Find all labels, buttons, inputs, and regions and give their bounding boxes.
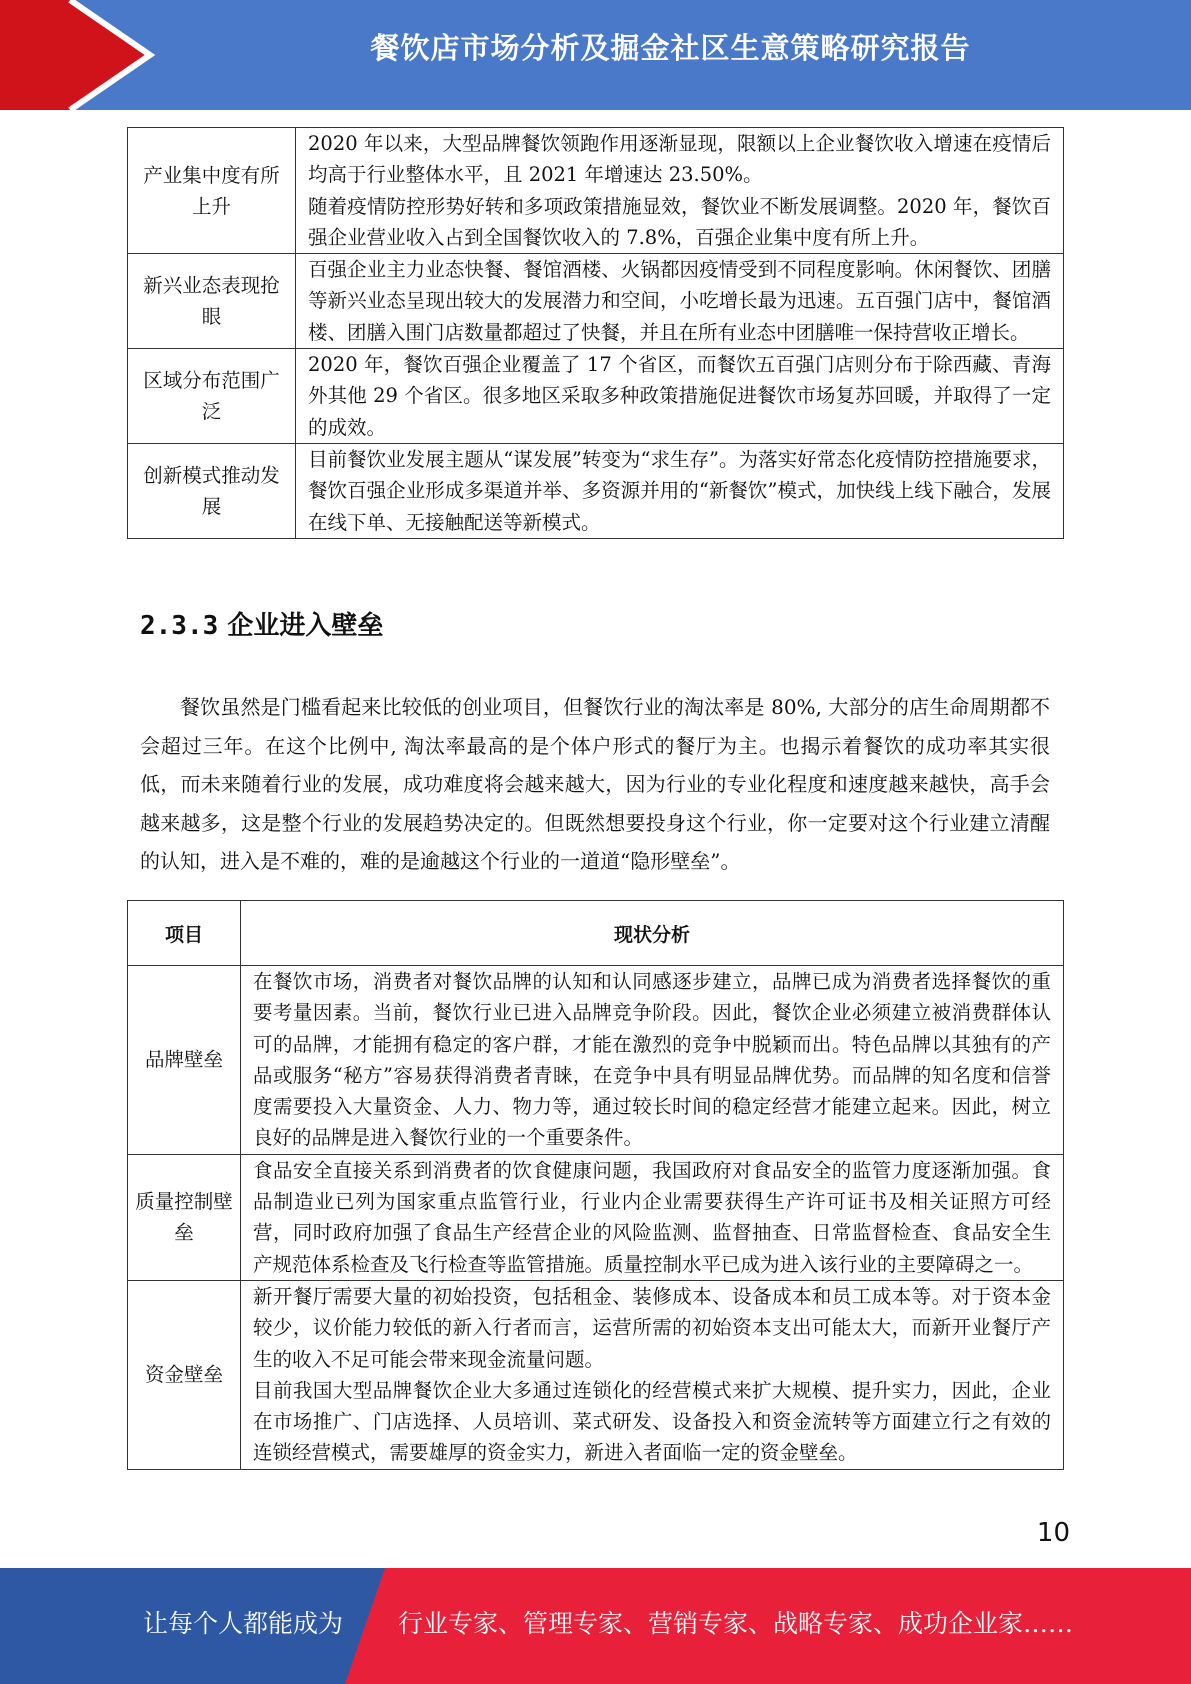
section-heading (140, 605, 383, 642)
row-paragraph: 新开餐厅需要大量的初始投资，包括租金、装修成本、设备成本和员工成本等。对于资本金较少，议价能力较低的新入行者而言，运营所需的初始资本支出可能太大，而新开业餐厅产生的收入不足可能会带来现金流量问题。 (253, 1284, 1051, 1371)
row-paragraph: 在餐饮市场，消费者对餐饮品牌的认知和认同感逐步建立，品牌已成为消费者选择餐饮的重要考量因素。当前，餐饮行业已进入品牌竞争阶段。因此，餐饮企业必须建立被消费群体认可的品牌，才能拥有稳定的客户群，才能在激烈的竞争中脱颖而出。特色品牌以其独有的产品或服务“秘方”容易获得消费者青睐，在竞争中具有明显品牌优势。而品牌的知名度和信誉度需要投入大量资金、人力、物力等，通过较长时间的稳定经营才能建立起来。因此，树立良好的品牌是进入餐饮行业的一个重要条件。 (253, 970, 1051, 1150)
footer-slogan-left: 让每个人都能成为 (143, 1609, 344, 1638)
column-header-item: 项目 (128, 901, 241, 966)
row-content (241, 966, 1064, 1155)
row-paragraph: 目前我国大型品牌餐饮企业大多通过连锁化的经营模式来扩大规模、提升实力，因此，企业在市场推广、门店选择、人员培训、菜式研发、设备投入和资金流转等方面建立行之有效的连锁经营模式，需要雄厚的资金实力，新进入者面临一定的资金壁垒。 (253, 1378, 1051, 1465)
table-row (128, 443, 1064, 538)
table-row (128, 128, 1064, 254)
row-content (296, 128, 1064, 254)
row-content (296, 349, 1064, 444)
column-header-analysis: 现状分析 (241, 901, 1064, 966)
row-paragraph: 随着疫情防控形势好转和多项政策措施显效，餐饮业不断发展调整。2020 年，餐饮百强企业营业收入占到全国餐饮收入的 7.8%，百强企业集中度有所上升。 (308, 194, 1051, 249)
row-label: 创新模式推动发展 (128, 443, 296, 538)
section-title: 企业进入壁垒 (227, 611, 384, 641)
row-label: 资金壁垒 (128, 1280, 241, 1469)
industry-trends-table (127, 127, 1064, 539)
page-header (0, 0, 1191, 110)
table-row (128, 349, 1064, 444)
row-paragraph: 食品安全直接关系到消费者的饮食健康问题，我国政府对食品安全的监管力度逐渐加强。食品制造业已列为国家重点监管行业，行业内企业需要获得生产许可证书及相关证照方可经营，同时政府加强了食品生产经营企业的风险监测、监督抽查、日常监督检查、食品安全生产规范体系检查及飞行检查等监管措施。质量控制水平已成为进入该行业的主要障碍之一。 (253, 1158, 1051, 1276)
row-content (296, 443, 1064, 538)
page-footer (0, 1568, 1191, 1684)
row-paragraph: 百强企业主力业态快餐、餐馆酒楼、火锅都因疫情受到不同程度影响。休闲餐饮、团膳等新兴业态呈现出较大的发展潜力和空间，小吃增长最为迅速。五百强门店中，餐馆酒楼、团膳入围门店数量都超过了快餐，并且在所有业态中团膳唯一保持营收正增长。 (308, 258, 1051, 344)
row-label: 质量控制壁垒 (128, 1154, 241, 1280)
header-title: 餐饮店市场分析及掘金社区生意策略研究报告 (370, 31, 971, 65)
entry-barriers-table (127, 900, 1064, 1470)
row-label: 新兴业态表现抢眼 (128, 254, 296, 349)
table-header-row (128, 901, 1064, 966)
table-row (128, 1280, 1064, 1469)
row-paragraph: 2020 年以来，大型品牌餐饮领跑作用逐渐显现，限额以上企业餐饮收入增速在疫情后均高于行业整体水平，且 2021 年增速达 23.50%。 (308, 132, 1051, 187)
footer-slogan-right: 行业专家、管理专家、营销专家、战略专家、成功企业家…… (398, 1609, 1074, 1638)
table-row (128, 1154, 1064, 1280)
table-row (128, 254, 1064, 349)
row-content (296, 254, 1064, 349)
row-paragraph: 目前餐饮业发展主题从“谋发展”转变为“求生存”。为落实好常态化疫情防控措施要求，餐饮百强企业形成多渠道并举、多资源并用的“新餐饮”模式，加快线上线下融合，发展在线下单、无接触配送等新模式。 (308, 447, 1051, 534)
row-content (241, 1280, 1064, 1469)
row-label: 品牌壁垒 (128, 966, 241, 1155)
row-label: 区域分布范围广泛 (128, 349, 296, 444)
body-paragraph: 餐饮虽然是门槛看起来比较低的创业项目，但餐饮行业的淘汰率是 80%, 大部分的店生命周期都不会超过三年。在这个比例中, 淘汰率最高的是个体户形式的餐厅为主。也揭示着餐饮的成功率其实很低，而未来随着行业的发展，成功难度将会越来越大，因为行业的专业化程度和速度越来越快，高手会越来越多，这是整个行业的发展趋势决定的。但既然想要投身这个行业，你一定要对这个行业建立清醒的认知，进入是不难的，难的是逾越这个行业的一道道“隐形壁垒”。 (140, 695, 1050, 873)
row-paragraph: 2020 年，餐饮百强企业覆盖了 17 个省区，而餐饮五百强门店则分布于除西藏、青海外其他 29 个省区。很多地区采取多种政策措施促进餐饮市场复苏回暖，并取得了一定的成效。 (308, 353, 1051, 439)
row-label: 产业集中度有所上升 (128, 128, 296, 254)
row-content (241, 1154, 1064, 1280)
table-row (128, 966, 1064, 1155)
page-number: 10 (1036, 1518, 1070, 1548)
section-number: 2.3.3 (140, 611, 219, 641)
